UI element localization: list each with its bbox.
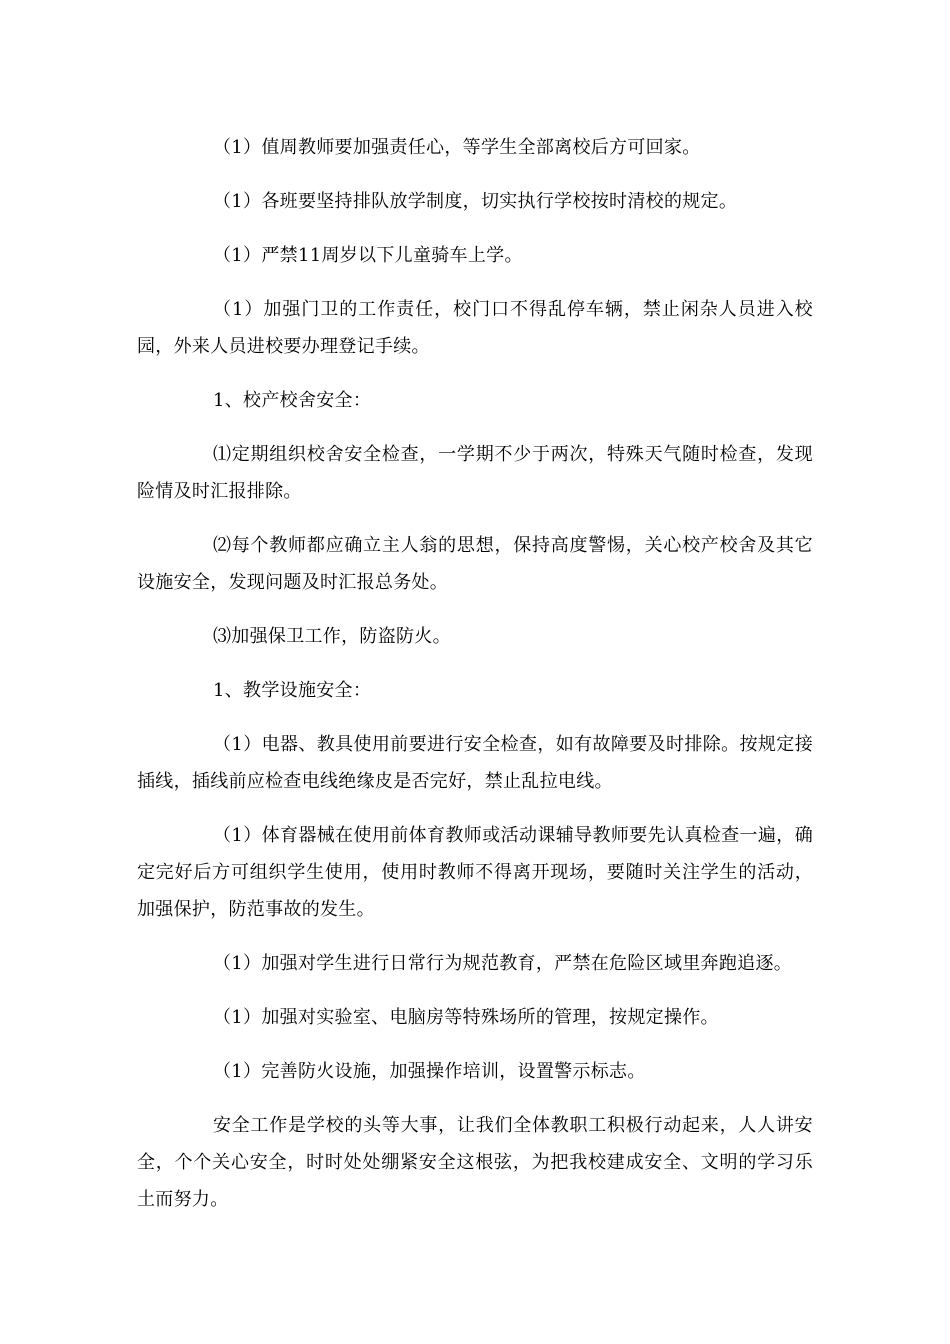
- paragraph-lab-management: （1）加强对实验室、电脑房等特殊场所的管理，按规定操作。: [213, 1007, 719, 1028]
- section-heading-teaching-facilities: 1、教学设施安全：: [213, 680, 372, 701]
- paragraph-no-cycling: （1）严禁11周岁以下儿童骑车上学。: [213, 245, 523, 266]
- section-heading-school-property: 1、校产校舍安全：: [213, 390, 372, 411]
- paragraph-conclusion: 安全工作是学校的头等大事，让我们全体教职工积极行动起来，人人讲安全，个个关心安全，时时处处绷紧安全这根弦，为把我校建成安全、文明的学习乐土而努力。: [137, 1115, 813, 1210]
- paragraph-teacher-vigilance: ⑵每个教师都应确立主人翁的思想，保持高度警惕，关心校产校舍及其它设施安全，发现问题及时汇报总务处。: [137, 535, 813, 593]
- paragraph-duty-teacher: （1）值周教师要加强责任心，等学生全部离校后方可回家。: [213, 137, 701, 158]
- paragraph-electrical-check: （1）电器、教具使用前要进行安全检查，如有故障要及时排除。按规定接插线，插线前应检查电线绝缘皮是否完好，禁止乱拉电线。: [137, 734, 813, 792]
- paragraph-gate-guard: （1）加强门卫的工作责任，校门口不得乱停车辆，禁止闲杂人员进入校园，外来人员进校要办理登记手续。: [137, 299, 813, 357]
- paragraph-fire-facilities: （1）完善防火设施，加强操作培训，设置警示标志。: [213, 1061, 646, 1082]
- paragraph-queue-dismissal: （1）各班要坚持排队放学制度，切实执行学校按时清校的规定。: [213, 191, 738, 212]
- paragraph-behavior-education: （1）加强对学生进行日常行为规范教育，严禁在危险区域里奔跑追逐。: [213, 953, 793, 974]
- document-body: [137, 129, 813, 1218]
- paragraph-sports-equipment: （1）体育器械在使用前体育教师或活动课辅导教师要先认真检查一遍，确定完好后方可组织学生使用，使用时教师不得离开现场，要随时关注学生的活动，加强保护，防范事故的发生。: [137, 825, 813, 920]
- paragraph-building-inspection: ⑴定期组织校舍安全检查，一学期不少于两次，特殊天气随时检查，发现险情及时汇报排除。: [137, 444, 813, 502]
- paragraph-security-fire: ⑶加强保卫工作，防盗防火。: [213, 626, 451, 647]
